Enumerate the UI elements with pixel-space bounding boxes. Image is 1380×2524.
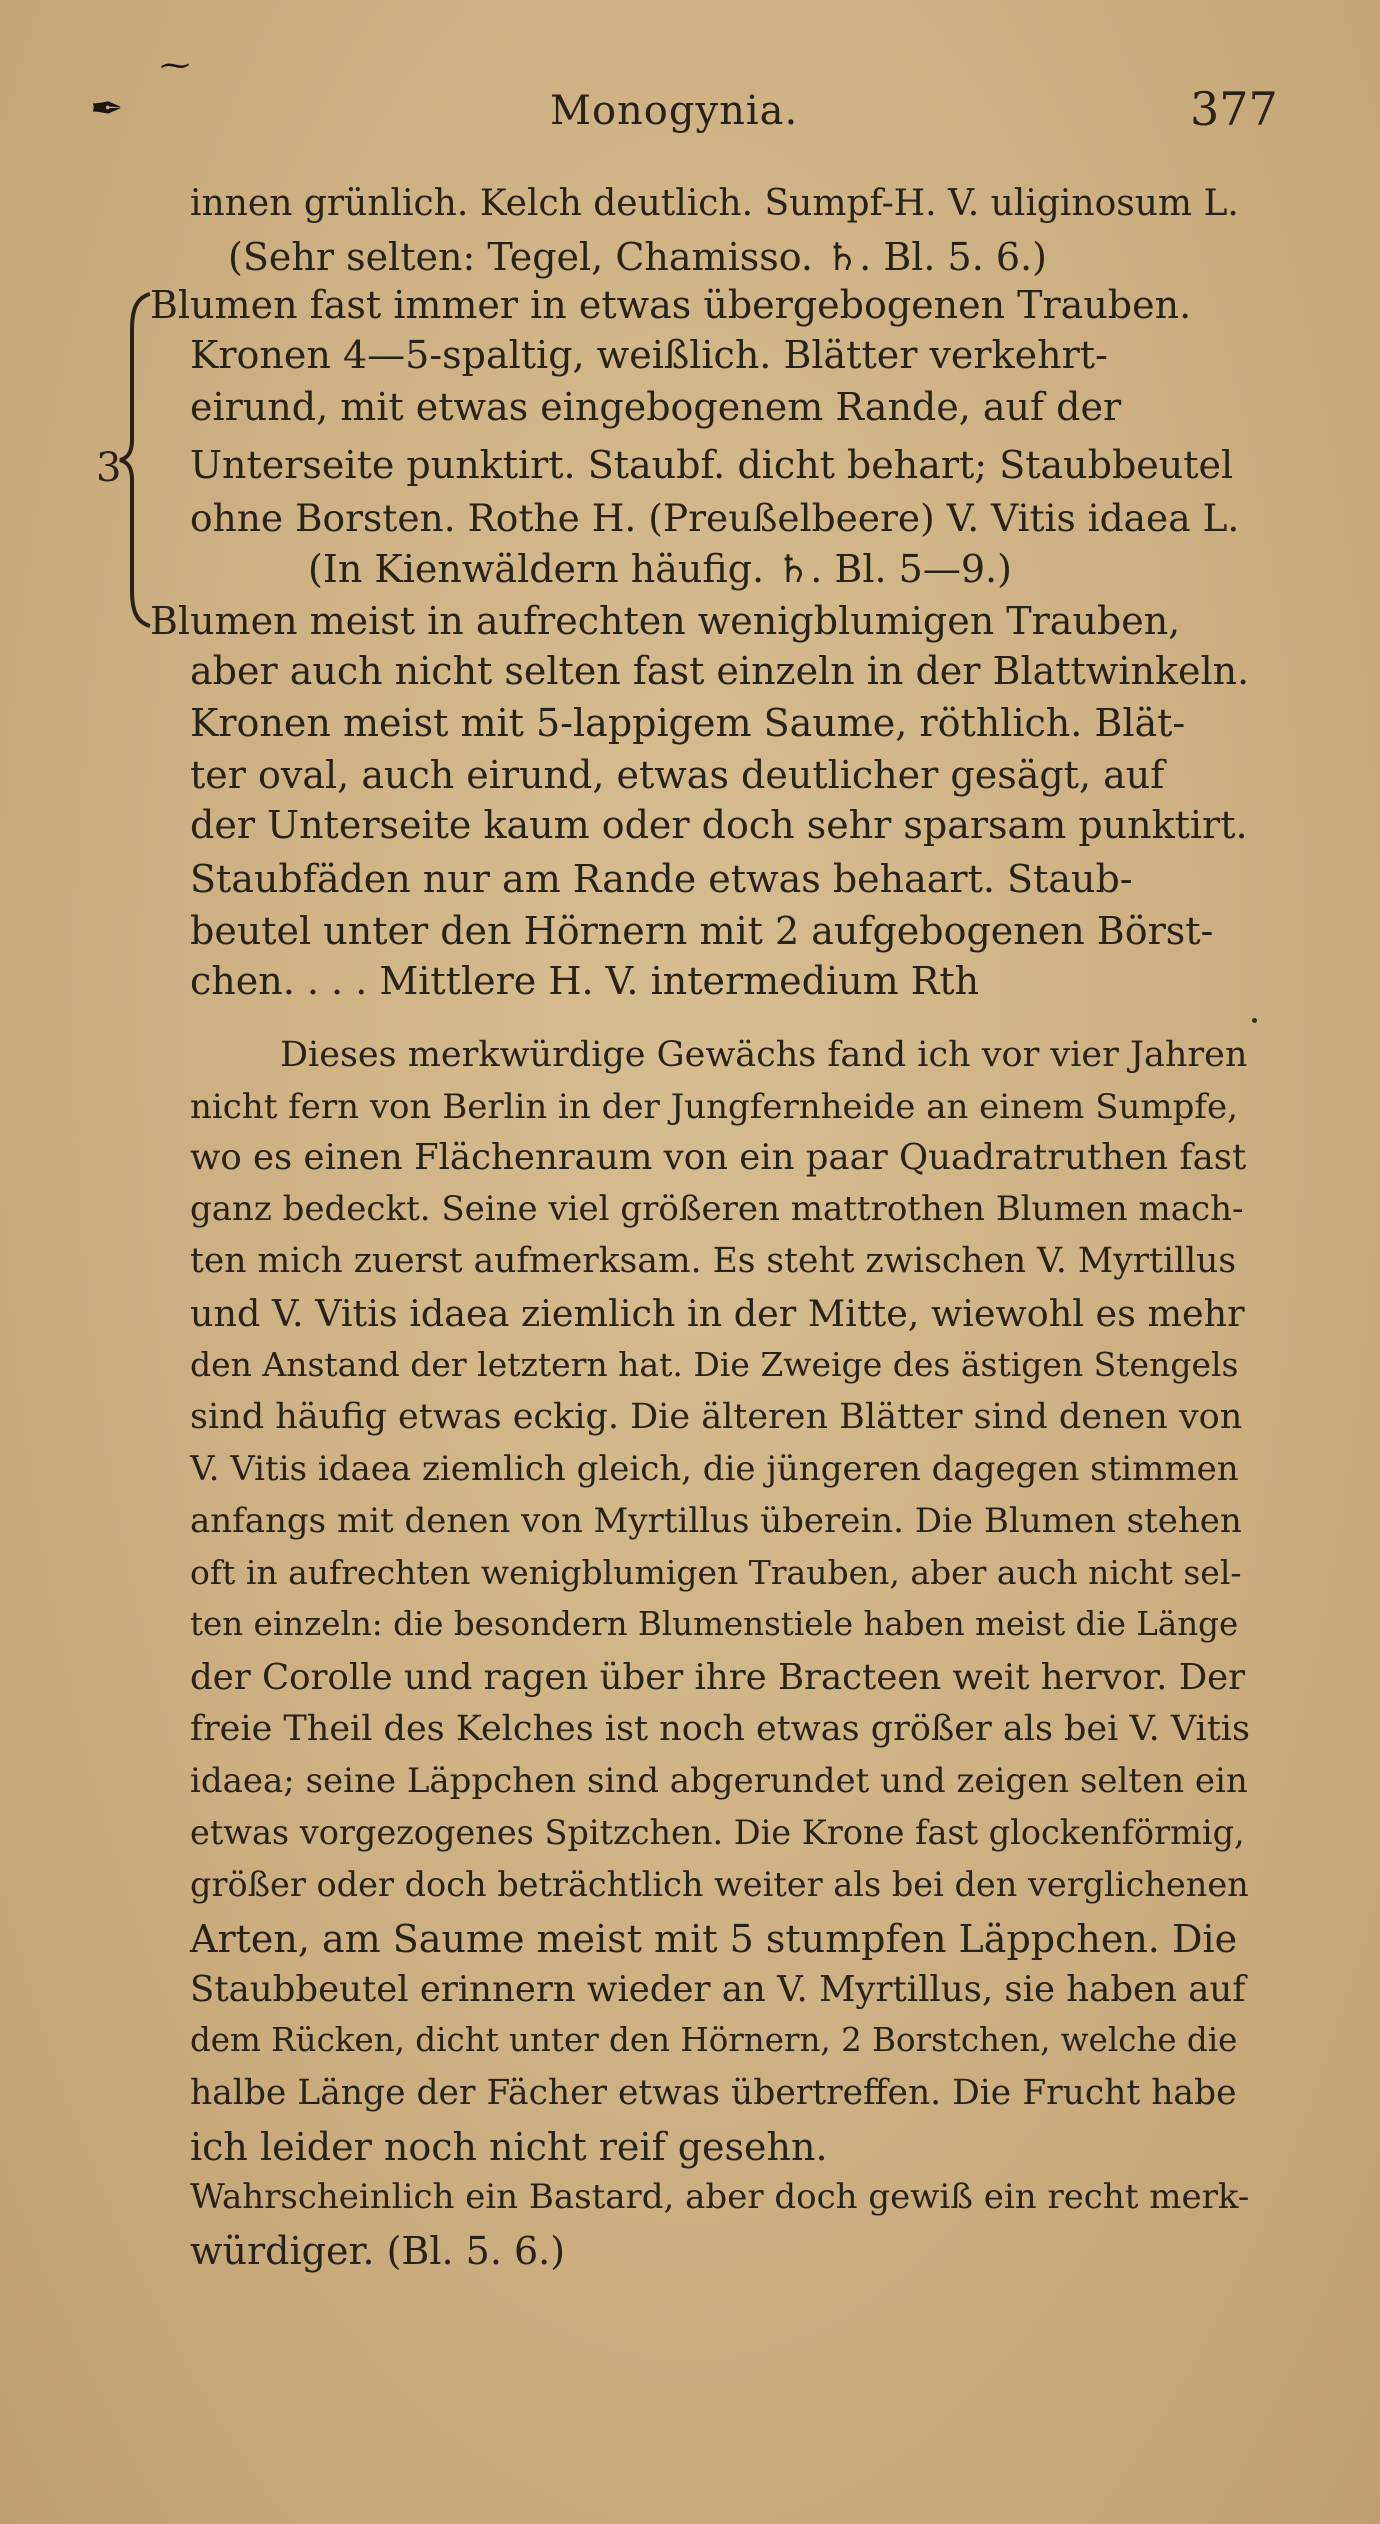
key-line: (Sehr selten: Tegel, Chamisso. ♄. Bl. 5. 6.)	[228, 235, 1047, 279]
page-number: 377	[1190, 82, 1278, 136]
key-line: innen grünlich. Kelch deutlich. Sumpf-H. V. uliginosum L.	[190, 183, 1239, 224]
body-line: sind häufig etwas eckig. Die älteren Blätter sind denen von	[190, 1397, 1243, 1437]
key-line: aber auch nicht selten fast einzeln in der Blattwinkeln.	[190, 649, 1250, 693]
body-line: ich leider noch nicht reif gesehn.	[190, 2125, 828, 2169]
body-line: wo es einen Flächenraum von ein paar Quadratruthen fast	[190, 1137, 1247, 1178]
body-line: idaea; seine Läppchen sind abgerundet und zeigen selten ein	[190, 1761, 1248, 1801]
body-line: Dieses merkwürdige Gewächs fand ich vor vier Jahren	[280, 1035, 1248, 1075]
body-line: der Corolle und ragen über ihre Bracteen weit hervor. Der	[190, 1657, 1246, 1698]
key-line: Unterseite punktirt. Staubf. dicht behart; Staubbeutel	[190, 443, 1234, 487]
body-line: dem Rücken, dicht unter den Hörnern, 2 Borstchen, welche die	[190, 2021, 1238, 2059]
key-number: 3	[96, 445, 122, 491]
body-line: etwas vorgezogenes Spitzchen. Die Krone fast glockenförmig,	[190, 1813, 1245, 1852]
body-line: und V. Vitis idaea ziemlich in der Mitte, wiewohl es mehr	[190, 1292, 1245, 1335]
key-line: ohne Borsten. Rothe H. (Preußelbeere) V. Vitis idaea L.	[190, 496, 1240, 540]
corner-ink-mark: ✒	[90, 86, 124, 132]
body-line: ten einzeln: die besondern Blumenstiele haben meist die Länge	[190, 1605, 1239, 1643]
key-line: Blumen fast immer in etwas übergebogenen Trauben.	[150, 283, 1192, 327]
body-line: Wahrscheinlich ein Bastard, aber doch gewiß ein recht merk-	[190, 2177, 1250, 2217]
body-line: ten mich zuerst aufmerksam. Es steht zwischen V. Myrtillus	[190, 1241, 1237, 1281]
ink-mark: ⁓	[160, 48, 190, 83]
body-line: den Anstand der letztern hat. Die Zweige des ästigen Stengels	[190, 1345, 1239, 1384]
key-line: Kronen 4—5-spaltig, weißlich. Blätter verkehrt-	[190, 333, 1108, 377]
key-line: beutel unter den Hörnern mit 2 aufgebogenen Börst-	[190, 909, 1214, 953]
body-line: nicht fern von Berlin in der Jungfernheide an einem Sumpfe,	[190, 1087, 1238, 1127]
body-line: freie Theil des Kelches ist noch etwas größer als bei V. Vitis	[190, 1709, 1250, 1749]
key-brace	[118, 290, 158, 630]
body-line: Arten, am Saume meist mit 5 stumpfen Läppchen. Die	[190, 1917, 1238, 1961]
key-line: Blumen meist in aufrechten wenigblumigen Trauben,	[150, 599, 1181, 643]
body-line: anfangs mit denen von Myrtillus überein. Die Blumen stehen	[190, 1501, 1242, 1541]
separator-dot	[1252, 1018, 1257, 1023]
running-head: Monogynia.	[550, 88, 799, 134]
body-line: ganz bedeckt. Seine viel größeren mattrothen Blumen mach-	[190, 1189, 1244, 1229]
body-line: oft in aufrechten wenigblumigen Trauben, aber auch nicht sel-	[190, 1553, 1242, 1592]
key-line: chen. . . . Mittlere H. V. intermedium Rth	[190, 959, 980, 1003]
body-line: Staubbeutel erinnern wieder an V. Myrtillus, sie haben auf	[190, 1969, 1246, 2010]
body-line: größer oder doch beträchtlich weiter als bei den verglichenen	[190, 1865, 1249, 1904]
key-line: Kronen meist mit 5-lappigem Saume, röthlich. Blät-	[190, 701, 1186, 745]
key-line: Staubfäden nur am Rande etwas behaart. Staub-	[190, 857, 1133, 901]
page-header	[0, 82, 1380, 148]
key-line: ter oval, auch eirund, etwas deutlicher gesägt, auf	[190, 753, 1165, 797]
body-line: V. Vitis idaea ziemlich gleich, die jüngeren dagegen stimmen	[190, 1449, 1239, 1489]
key-line: eirund, mit etwas eingebogenem Rande, auf der	[190, 385, 1122, 429]
key-line: (In Kienwäldern häufig. ♄. Bl. 5—9.)	[308, 547, 1012, 591]
body-line: würdiger. (Bl. 5. 6.)	[190, 2229, 566, 2273]
body-line: halbe Länge der Fächer etwas übertreffen. Die Frucht habe	[190, 2073, 1237, 2113]
key-line: der Unterseite kaum oder doch sehr sparsam punktirt.	[190, 803, 1248, 847]
